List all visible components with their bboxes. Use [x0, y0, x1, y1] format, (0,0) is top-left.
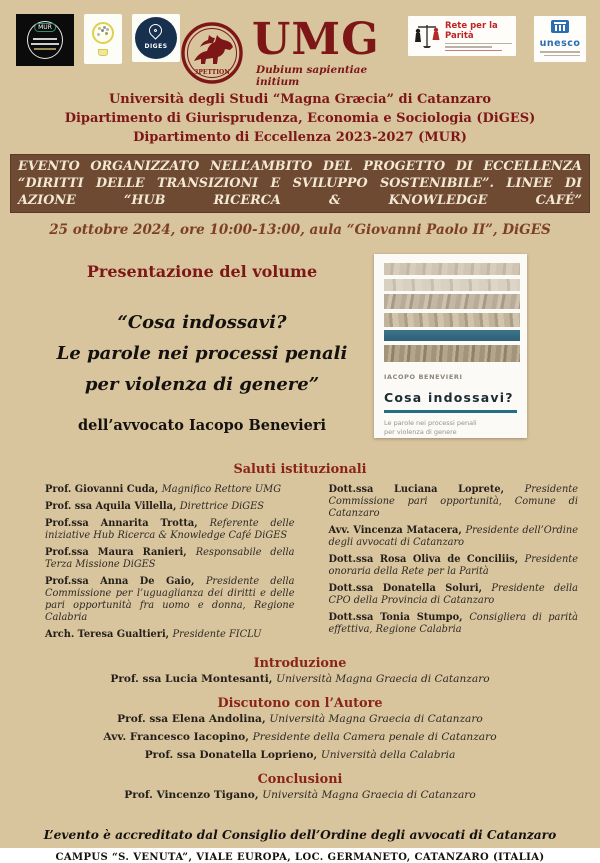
- speaker-entry: Prof. ssa Aquila Villella, Direttrice DiGES: [45, 501, 265, 512]
- fine-print-line: [540, 51, 580, 53]
- speaker-entry: Prof. Vincenzo Tigano, Università Magna Graecia di Catanzaro: [124, 789, 476, 801]
- mur-label: MUR: [34, 23, 56, 32]
- right-logo-group: [408, 16, 586, 62]
- diges-circle: [135, 17, 177, 59]
- speaker-entry: Prof.ssa Annarita Trotta, Referente delle iniziative Hub Ricerca & Knowledge Café DiGES: [45, 518, 295, 541]
- presentation-kicker: Presentazione del volume: [86, 262, 318, 281]
- book-cover-art-strip: [384, 263, 520, 275]
- logo-row: [0, 0, 600, 86]
- fine-print-line: [544, 55, 580, 57]
- project-banner: EVENTO ORGANIZZATO NELL’AMBITO DEL PROGETTO DI ECCELLENZA “DIRITTI DELLE TRANSIZIONI E SVILUPPO SOSTENIBILE”. LINEE DI AZIONE “HUB RICERCA & KNOWLEDGE CAFÉ”: [10, 154, 590, 213]
- lightbulb-logo: [84, 14, 122, 64]
- book-cover: [374, 254, 527, 438]
- location-pin-icon: [146, 21, 164, 39]
- diges-label: DIGES: [144, 43, 168, 50]
- lightbulb-dots: [101, 29, 104, 32]
- book-cover-art-strip: [384, 279, 520, 291]
- speaker-entry: Avv. Vincenza Matacera, Presidente dell’Ordine degli avvocati di Catanzaro: [328, 525, 579, 548]
- department-name: Dipartimento di Giurisprudenza, Economia e Sociologia (DiGES): [64, 111, 536, 126]
- svg-text:3PETTION: 3PETTION: [194, 69, 230, 76]
- book-cover-author: IACOPO BENEVIERI: [384, 372, 463, 381]
- introduzione-list: [0, 673, 600, 686]
- book-cover-art-strip: [384, 345, 520, 362]
- speakers-column-left: [45, 484, 295, 646]
- book-cover-subtitle: Le parole nei processi penali per violenza di genere: [384, 418, 477, 436]
- speaker-entry: Prof.ssa Maura Ranieri, Responsabile della Terza Missione DiGES: [45, 547, 295, 570]
- fine-print-line: [445, 50, 502, 52]
- fine-print-line: [33, 38, 57, 40]
- section-heading-conclusioni: Conclusioni: [257, 772, 343, 787]
- volume-title: [40, 307, 364, 400]
- unesco-label: unesco: [539, 38, 581, 49]
- fine-print-line: [445, 43, 512, 45]
- section-heading-introduzione: Introduzione: [253, 656, 347, 671]
- university-name: Università degli Studi “Magna Græcia” di Catanzaro: [108, 92, 492, 107]
- volume-author-line: dell’avvocato Iacopo Benevieri: [77, 417, 327, 434]
- speaker-entry: Prof. Giovanni Cuda, Magnifico Rettore UMG: [45, 484, 282, 495]
- speaker-entry: Dott.ssa Rosa Oliva de Conciliis, Presidente onoraria della Rete per la Parità: [328, 554, 578, 577]
- speakers-column-right: [329, 484, 579, 646]
- accreditation-line: L’evento è accreditato dal Consiglio dell’Ordine degli avvocati di Catanzaro: [43, 828, 557, 842]
- lightbulb-icon: [92, 22, 114, 44]
- umg-seal-icon: [180, 21, 244, 85]
- fine-print-line: [34, 48, 56, 50]
- speaker-entry: Prof. ssa Elena Andolina, Università Magna Graecia di Catanzaro: [117, 713, 483, 725]
- conclusioni-list: [0, 789, 600, 802]
- rete-label: Rete per la Parità: [445, 20, 498, 41]
- poster-footer: [0, 828, 600, 863]
- diges-logo: [132, 14, 180, 62]
- unesco-logo: [534, 16, 586, 62]
- book-cover-title: Cosa indossavi?: [384, 389, 514, 405]
- left-logo-group: [16, 14, 180, 66]
- umg-logo: [180, 14, 408, 88]
- book-cover-rule: [384, 410, 517, 413]
- speaker-entry: Dott.ssa Luciana Loprete, Presidente Commissione pari opportunità, Comune di Catanzaro: [328, 484, 578, 519]
- speakers-columns: [45, 484, 578, 646]
- speaker-entry: Dott.ssa Donatella Soluri, Presidente della CPO della Provincia di Catanzaro: [328, 583, 578, 606]
- title-block: [0, 90, 600, 147]
- book-cover-art-strip: [384, 294, 520, 309]
- book-cover-art-strip-teal: [384, 330, 520, 341]
- speaker-entry: Arch. Teresa Gualtieri, Presidente FICLU: [45, 629, 262, 640]
- speaker-entry: Prof.ssa Anna De Gaio, Presidente della Commissione per l’uguaglianza dei diritti e delle pari opportunità fra uomo e donna, Regione Calabria: [45, 576, 295, 623]
- discutono-list: [0, 713, 600, 762]
- speaker-entry: Prof. ssa Lucia Montesanti, Università Magna Graecia di Catanzaro: [110, 673, 490, 685]
- event-datetime: 25 ottobre 2024, ore 10:00-13:00, aula “Giovanni Paolo II”, DiGES: [49, 222, 551, 238]
- volume-title-line1: “Cosa indossavi?: [117, 312, 287, 333]
- section-heading-discutono: Discutono con l’Autore: [217, 696, 383, 711]
- umg-acronym: UMG: [252, 14, 380, 65]
- volume-title-line3: per violenza di genere”: [84, 374, 320, 395]
- section-heading-saluti: Saluti istituzionali: [233, 462, 367, 477]
- mur-excellence-logo: [16, 14, 74, 66]
- umg-motto: Dubium sapientiae initium: [256, 64, 368, 88]
- speaker-entry: Dott.ssa Tonia Stumpo, Consigliera di parità effettiva, Regione Calabria: [328, 612, 578, 635]
- fine-print-line: [31, 43, 59, 45]
- volume-title-line2: Le parole nei processi penali: [56, 343, 348, 364]
- fine-print-line: [445, 46, 492, 48]
- excellence-line: Dipartimento di Eccellenza 2023-2027 (MUR): [133, 130, 467, 145]
- campus-address: CAMPUS “S. VENUTA”, VIALE EUROPA, LOC. GERMANETO, CATANZARO (ITALIA): [55, 852, 545, 863]
- book-cover-art-strip: [384, 313, 520, 327]
- speaker-entry: Prof. ssa Donatella Loprieno, Università della Calabria: [144, 749, 456, 761]
- rete-per-la-parita-logo: [408, 16, 516, 56]
- speaker-entry: Avv. Francesco Iacopino, Presidente della Camera penale di Catanzaro: [103, 731, 497, 743]
- temple-icon: [550, 19, 570, 34]
- scales-icon: [412, 21, 442, 51]
- lightbulb-base: [98, 49, 108, 56]
- presentation-section: [40, 254, 527, 438]
